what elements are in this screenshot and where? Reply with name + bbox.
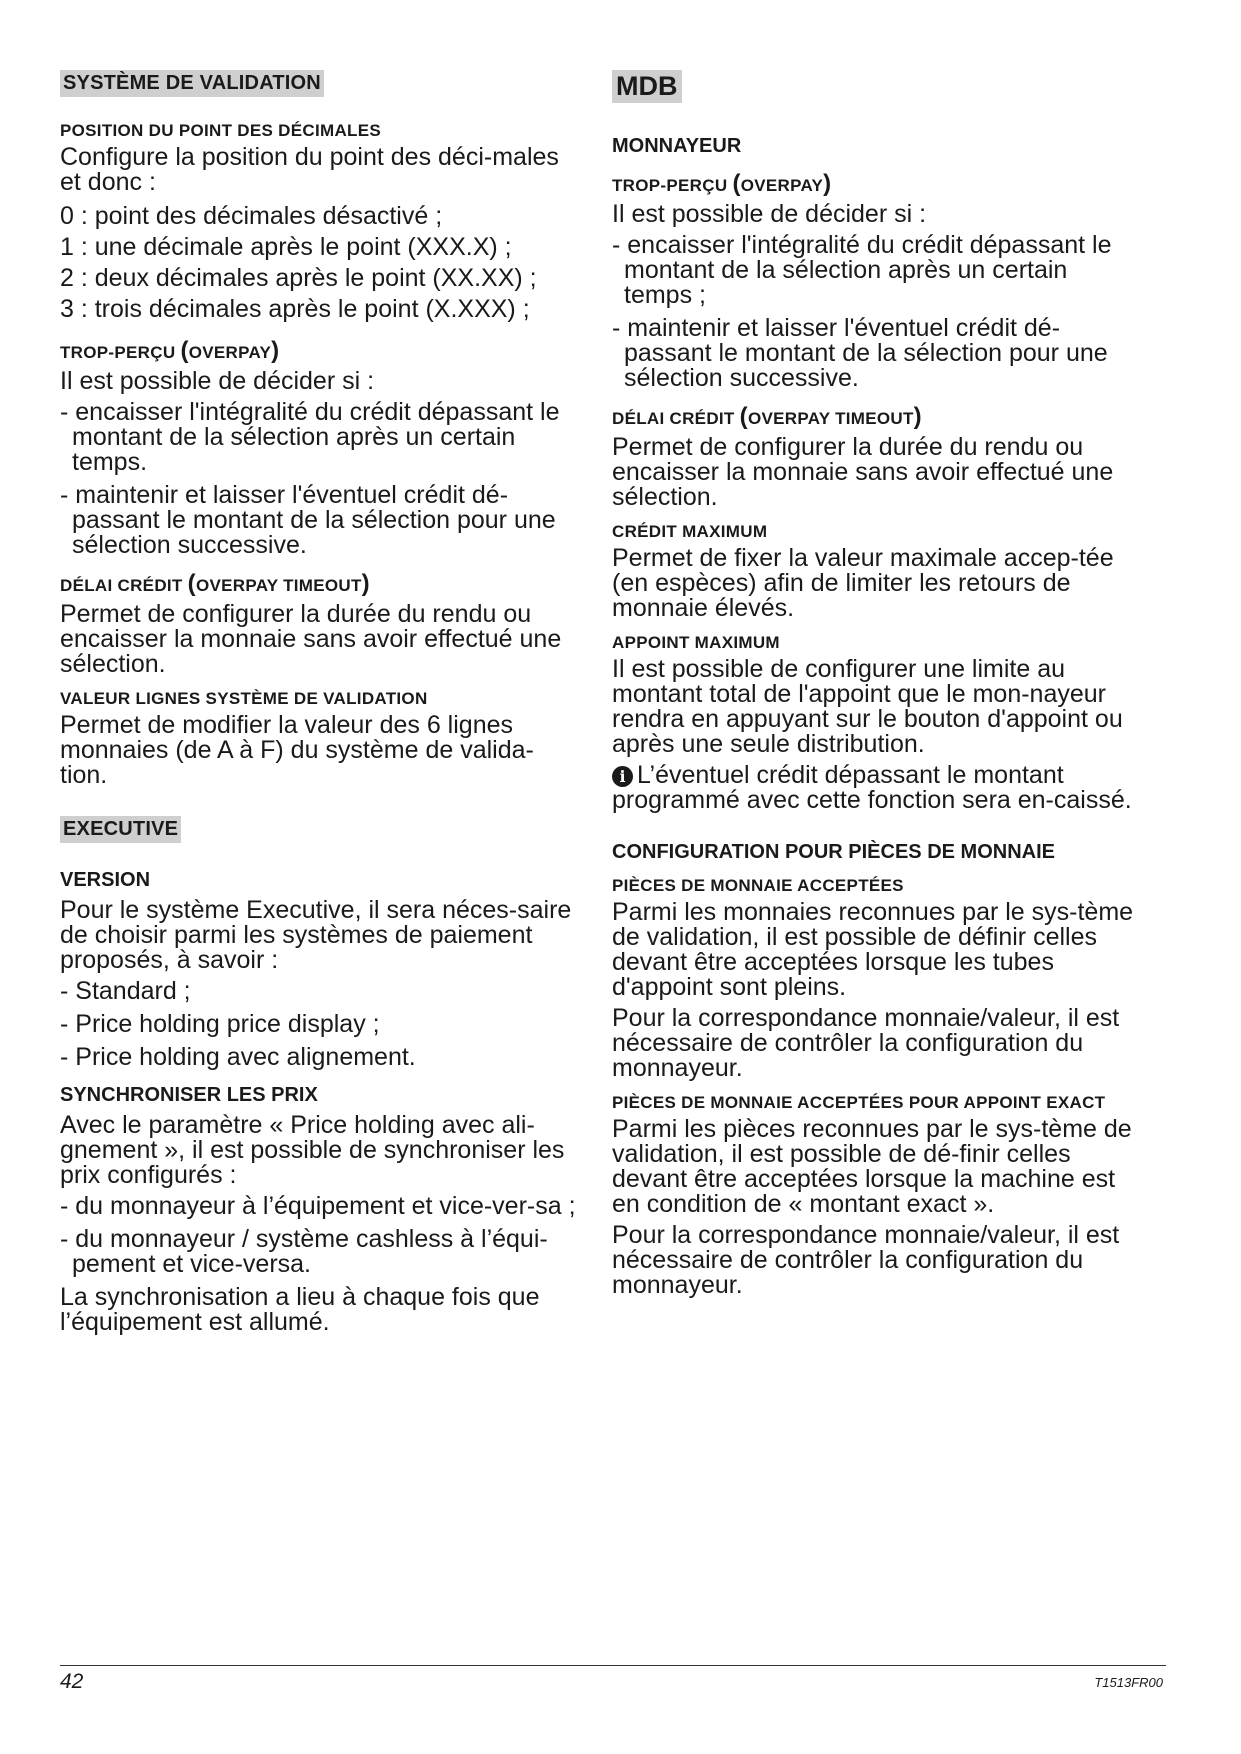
heading-overpay-main: TROP-PERÇU <box>60 343 176 362</box>
sync-item-2: - du monnayeur / système cashless à l’équi-pement et vice-versa. <box>60 1225 548 1278</box>
right-column <box>612 70 1137 1304</box>
heading-exact-change-coins: PIÈCES DE MONNAIE ACCEPTÉES POUR APPOINT EXACT <box>612 1093 1106 1112</box>
decimal-position-text: Configure la position du point des déci-males et donc : <box>60 143 559 196</box>
change-max-text: Il est possible de configurer une limite au montant total de l'appoint que le mon-nayeur rendra en appuyant sur le bouton d'appoint ou après une seule distribution. <box>612 655 1123 758</box>
overpay-intro: Il est possible de décider si : <box>60 367 375 395</box>
info-icon: i <box>612 766 633 787</box>
heading-version: VERSION <box>60 869 151 891</box>
heading-coin-config: CONFIGURATION POUR PIÈCES DE MONNAIE <box>612 841 1055 863</box>
mdb-overpay-timeout-text: Permet de configurer la durée du rendu ou encaisser la monnaie sans avoir effectué une sélection. <box>612 433 1114 511</box>
heading-accepted-coins: PIÈCES DE MONNAIE ACCEPTÉES <box>612 876 904 895</box>
overpay-timeout-text: Permet de configurer la durée du rendu ou encaisser la monnaie sans avoir effectué une sélection. <box>60 600 562 678</box>
exact-change-coins-correspondence: Pour la correspondance monnaie/valeur, il est nécessaire de contrôler la configuration du monnayeur. <box>612 1221 1120 1299</box>
left-column <box>60 70 580 1341</box>
lines-value-text: Permet de modifier la valeur des 6 lignes monnaies (de A à F) du système de valida-tion. <box>60 711 534 789</box>
decimal-option-1: 1 : une décimale après le point (XXX.X) ; <box>60 233 512 261</box>
heading-overpay-paren: OVERPAY <box>188 343 272 362</box>
exact-change-coins-text: Parmi les pièces reconnues par le sys-tème de validation, il est possible de dé-finir celles devant être acceptées lorsque la machine est en condition de « montant exact ». <box>612 1115 1132 1218</box>
heading-mdb-timeout-main: DÉLAI CRÉDIT <box>612 409 735 428</box>
mdb-overpay-item-2: - maintenir et laisser l'éventuel crédit dé-passant le montant de la sélection pour une sélection successive. <box>612 314 1108 392</box>
change-max-note <box>612 763 1137 813</box>
heading-sync-prices: SYNCHRONISER LES PRIX <box>60 1084 318 1106</box>
heading-decimal-position: POSITION DU POINT DES DÉCIMALES <box>60 121 381 140</box>
sync-end-text: La synchronisation a lieu à chaque fois que l’équipement est allumé. <box>60 1283 540 1336</box>
section-heading-validation-system: SYSTÈME DE VALIDATION <box>60 70 324 97</box>
heading-lines-value: VALEUR LIGNES SYSTÈME DE VALIDATION <box>60 689 428 708</box>
heading-change-max: APPOINT MAXIMUM <box>612 633 780 652</box>
version-item-price-display: - Price holding price display ; <box>60 1010 380 1038</box>
page-number: 42 <box>60 1670 84 1693</box>
heading-timeout-main: DÉLAI CRÉDIT <box>60 576 183 595</box>
overpay-item-1: - encaisser l'intégralité du crédit dépassant le montant de la sélection après un certain temps. <box>60 398 560 476</box>
accepted-coins-text: Parmi les monnaies reconnues par le sys-tème de validation, il est possible de définir celles devant être acceptées lorsque les tubes d'appoint sont pleins. <box>612 898 1134 1001</box>
heading-mdb-overpay-main: TROP-PERÇU <box>612 176 728 195</box>
heading-credit-max: CRÉDIT MAXIMUM <box>612 522 768 541</box>
sync-item-1: - du monnayeur à l’équipement et vice-ver-sa ; <box>60 1192 576 1220</box>
overpay-item-2: - maintenir et laisser l'éventuel crédit dé-passant le montant de la sélection pour une sélection successive. <box>60 481 556 559</box>
heading-mdb-overpay-paren: OVERPAY <box>740 176 824 195</box>
credit-max-text: Permet de fixer la valeur maximale accep-tée (en espèces) afin de limiter les retours de monnaie élevés. <box>612 544 1114 622</box>
document-code: T1513FR00 <box>1094 1675 1163 1690</box>
section-heading-executive: EXECUTIVE <box>60 816 181 843</box>
version-item-alignment: - Price holding avec alignement. <box>60 1043 416 1071</box>
heading-coin-mech: MONNAYEUR <box>612 135 742 157</box>
change-max-note-text: L’éventuel crédit dépassant le montant programmé avec cette fonction sera en-caissé. <box>612 761 1132 814</box>
heading-mdb-overpay-timeout: DÉLAI CRÉDIT (OVERPAY TIMEOUT) <box>612 403 922 430</box>
version-text: Pour le système Executive, il sera néces-saire de choisir parmi les systèmes de paiement proposés, à savoir : <box>60 896 572 974</box>
heading-overpay-timeout: DÉLAI CRÉDIT (OVERPAY TIMEOUT) <box>60 570 370 597</box>
heading-mdb-overpay: TROP-PERÇU (OVERPAY) <box>612 170 832 197</box>
footer-divider <box>60 1665 1166 1666</box>
version-item-standard: - Standard ; <box>60 977 191 1005</box>
mdb-overpay-item-1: - encaisser l'intégralité du crédit dépassant le montant de la sélection après un certain temps ; <box>612 231 1112 309</box>
decimal-option-0: 0 : point des décimales désactivé ; <box>60 202 443 230</box>
sync-text: Avec le paramètre « Price holding avec ali-gnement », il est possible de synchroniser les prix configurés : <box>60 1111 565 1189</box>
mdb-overpay-intro: Il est possible de décider si : <box>612 200 927 228</box>
heading-overpay: TROP-PERÇU (OVERPAY) <box>60 337 280 364</box>
heading-timeout-paren: OVERPAY TIMEOUT <box>195 576 362 595</box>
decimal-option-3: 3 : trois décimales après le point (X.XXX) ; <box>60 295 530 323</box>
heading-mdb-timeout-paren: OVERPAY TIMEOUT <box>747 409 914 428</box>
accepted-coins-correspondence: Pour la correspondance monnaie/valeur, il est nécessaire de contrôler la configuration du monnayeur. <box>612 1004 1120 1082</box>
decimal-option-2: 2 : deux décimales après le point (XX.XX) ; <box>60 264 537 292</box>
section-heading-mdb: MDB <box>612 70 682 103</box>
